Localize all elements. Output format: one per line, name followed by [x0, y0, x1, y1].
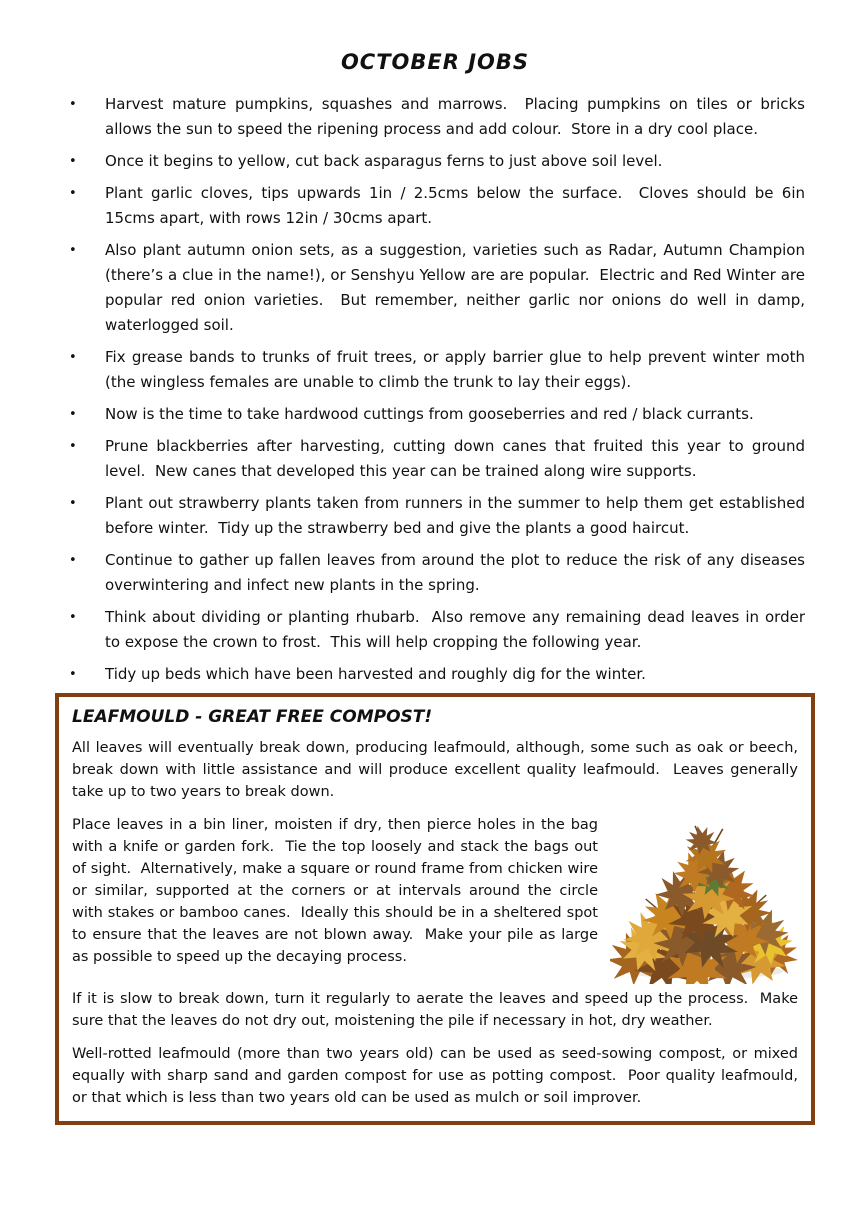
job-item-text: Think about dividing or planting rhubarb. Also remove any remaining dead leaves in order to expose the crown to frost. This will help cropping the following year. — [105, 608, 805, 651]
bullet-icon: • — [69, 496, 77, 511]
job-item-text: Continue to gather up fallen leaves from around the plot to reduce the risk of any diseases overwintering and infect new plants in the spring. — [105, 551, 805, 594]
list-item — [65, 149, 805, 174]
bullet-icon: • — [69, 350, 77, 365]
job-item-text: Plant out strawberry plants taken from runners in the summer to help them get established before winter. Tidy up the strawberry bed and give the plants a good haircut. — [105, 494, 805, 537]
job-item-text: Tidy up beds which have been harvested and roughly dig for the winter. — [105, 665, 646, 683]
job-item-text: Now is the time to take hardwood cuttings from gooseberries and red / black currants. — [105, 405, 754, 423]
bullet-icon: • — [69, 243, 77, 258]
bullet-icon: • — [69, 186, 77, 201]
bullet-icon: • — [69, 667, 77, 682]
job-item-text: Plant garlic cloves, tips upwards 1in / 2.5cms below the surface. Cloves should be 6in 15cms apart, with rows 12in / 30cms apart. — [105, 184, 805, 227]
job-item-text: Once it begins to yellow, cut back asparagus ferns to just above soil level. — [105, 152, 663, 170]
bullet-icon: • — [69, 97, 77, 112]
bullet-icon: • — [69, 553, 77, 568]
list-item — [65, 605, 805, 655]
bullet-icon: • — [69, 610, 77, 625]
list-item — [65, 181, 805, 231]
bullet-icon: • — [69, 154, 77, 169]
leafmould-paragraph-1: All leaves will eventually break down, producing leafmould, although, some such as oak or beech, break down with little assistance and will produce excellent quality leafmould. Leaves generally take up to two years to break down. — [72, 740, 798, 800]
job-item-text: Also plant autumn onion sets, as a suggestion, varieties such as Radar, Autumn Champion (there’s a clue in the name!), or Senshyu Yellow are are popular. Electric and Red Winter are popular red onion varieties. But remember, neither garlic nor onions do well in damp, waterlogged soil. — [105, 241, 805, 334]
list-item — [65, 434, 805, 484]
leafmould-heading: LEAFMOULD - GREAT FREE COMPOST! — [72, 707, 433, 727]
job-item-text: Prune blackberries after harvesting, cutting down canes that fruited this year to ground level. New canes that developed this year can be trained along wire supports. — [105, 437, 805, 480]
list-item — [65, 491, 805, 541]
job-item-text: Harvest mature pumpkins, squashes and marrows. Placing pumpkins on tiles or bricks allows the sun to speed the ripening process and add colour. Store in a dry cool place. — [105, 95, 805, 138]
leafmould-box — [55, 693, 815, 1125]
page-title: OCTOBER JOBS — [340, 50, 530, 74]
leafmould-paragraph-2: Place leaves in a bin liner, moisten if dry, then pierce holes in the bag with a knife or garden fork. Tie the top loosely and stack the bags out of sight. Alternatively, make a square or round frame from chicken wire or similar, supported at the corners or at intervals around the circle with stakes or bamboo canes. Ideally this should be in a sheltered spot to ensure that the leaves are not blown away. Make your pile as large as possible to speed up the decaying process. — [72, 817, 598, 965]
bullet-icon: • — [69, 407, 77, 422]
list-item — [65, 345, 805, 395]
leafmould-paragraph-4: Well-rotted leafmould (more than two years old) can be used as seed-sowing compost, or mixed equally with sharp sand and garden compost for use as potting compost. Poor quality leafmould, or that which is less than two years old can be used as mulch or soil improver. — [72, 1046, 798, 1106]
list-item — [65, 238, 805, 338]
bullet-icon: • — [69, 439, 77, 454]
list-item — [65, 662, 805, 687]
jobs-list — [65, 92, 805, 687]
leafmould-wrap-section — [72, 814, 798, 968]
list-item — [65, 402, 805, 427]
list-item — [65, 548, 805, 598]
list-item — [65, 92, 805, 142]
job-item-text: Fix grease bands to trunks of fruit trees, or apply barrier glue to help prevent winter moth (the wingless females are unable to climb the trunk to lay their eggs). — [105, 348, 805, 391]
leaf-pile-image — [610, 816, 798, 984]
leafmould-paragraph-3: If it is slow to break down, turn it regularly to aerate the leaves and speed up the process. Make sure that the leaves do not dry out, moistening the pile if necessary in hot, dry weather. — [72, 991, 798, 1029]
